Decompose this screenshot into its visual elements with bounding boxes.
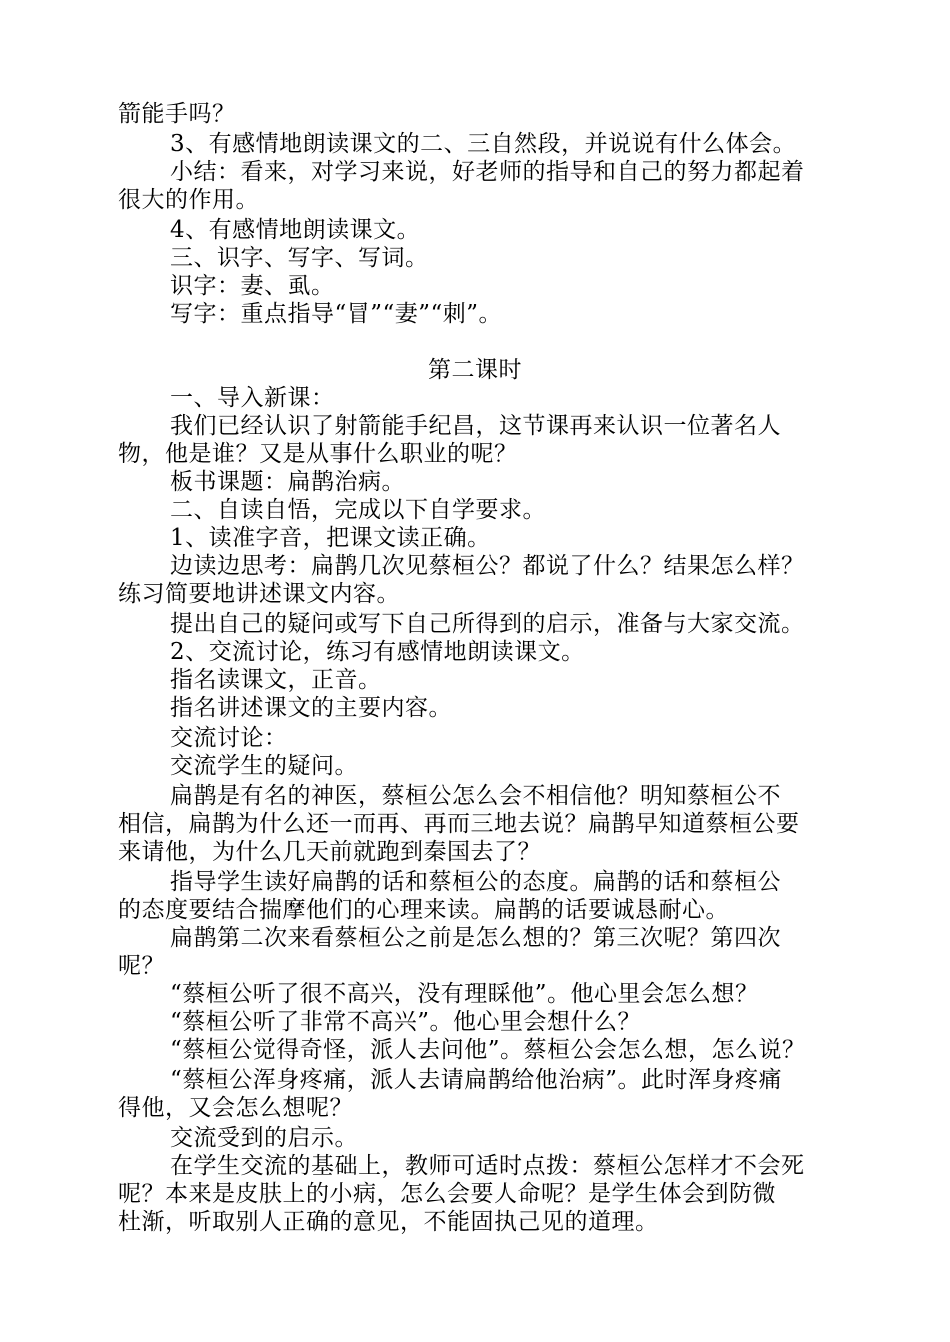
text-line: 很大的作用。	[118, 187, 259, 213]
text-line: “蔡桓公浑身疼痛，派人去请扁鹊给他治病”。此时浑身疼痛	[170, 1067, 783, 1093]
text-line: 指导学生读好扁鹊的话和蔡桓公的态度。扁鹊的话和蔡桓公	[170, 869, 781, 895]
text-line: 相信，扁鹊为什么还一而再、再而三地去说？扁鹊早知道蔡桓公要	[118, 811, 800, 837]
text-line: “蔡桓公听了很不高兴，没有理睬他”。他心里会怎么想？	[170, 981, 759, 1007]
text-line: 来请他，为什么几天前就跑到秦国去了？	[118, 839, 541, 865]
text-line: 指名讲述课文的主要内容。	[170, 695, 452, 721]
text-line: 的态度要结合揣摩他们的心理来读。扁鹊的话要诚恳耐心。	[118, 897, 729, 923]
text-line: 扁鹊第二次来看蔡桓公之前是怎么想的？第三次呢？第四次	[170, 925, 781, 951]
text-line: 板书课题：扁鹊治病。	[170, 469, 405, 495]
text-line: 边读边思考：扁鹊几次见蔡桓公？都说了什么？结果怎么样？	[170, 553, 805, 579]
text-line: 呢？本来是皮肤上的小病，怎么会要人命呢？是学生体会到防微	[118, 1181, 776, 1207]
text-line: 4、有感情地朗读课文。	[170, 217, 421, 243]
text-line: 三、识字、写字、写词。	[170, 245, 429, 271]
text-line: 识字：妻、虱。	[170, 273, 335, 299]
text-line: 指名读课文，正音。	[170, 667, 382, 693]
text-line: 一、导入新课：	[170, 385, 335, 411]
text-line: 扁鹊是有名的神医，蔡桓公怎么会不相信他？明知蔡桓公不	[170, 783, 781, 809]
text-line: 小结：看来，对学习来说，好老师的指导和自己的努力都起着	[170, 159, 805, 185]
text-line: 杜渐，听取别人正确的意见，不能固执己见的道理。	[118, 1209, 659, 1235]
text-line: 写字：重点指导“冒”“妻”“刺”。	[170, 301, 503, 327]
section-heading: 第二课时	[428, 357, 522, 383]
text-line: “蔡桓公听了非常不高兴”。他心里会想什么？	[170, 1009, 642, 1035]
text-line: 3、有感情地朗读课文的二、三自然段，并说说有什么体会。	[170, 131, 797, 157]
text-line: 箭能手吗？	[118, 101, 236, 127]
text-line: 2、交流讨论，练习有感情地朗读课文。	[170, 639, 585, 665]
text-line: 交流受到的启示。	[170, 1125, 358, 1151]
text-line: 在学生交流的基础上，教师可适时点拨：蔡桓公怎样才不会死	[170, 1153, 805, 1179]
text-line: 交流讨论：	[170, 725, 288, 751]
text-line: 我们已经认识了射箭能手纪昌，这节课再来认识一位著名人	[170, 413, 781, 439]
text-line: “蔡桓公觉得奇怪，派人去问他”。蔡桓公会怎么想，怎么说？	[170, 1037, 806, 1063]
text-line: 二、自读自悟，完成以下自学要求。	[170, 497, 546, 523]
text-line: 得他，又会怎么想呢？	[118, 1095, 353, 1121]
text-line: 交流学生的疑问。	[170, 753, 358, 779]
text-line: 1、读准字音，把课文读正确。	[170, 525, 491, 551]
text-line: 物，他是谁？又是从事什么职业的呢？	[118, 441, 518, 467]
text-line: 呢？	[118, 953, 165, 979]
text-line: 提出自己的疑问或写下自己所得到的启示，准备与大家交流。	[170, 611, 805, 637]
text-line: 练习简要地讲述课文内容。	[118, 581, 400, 607]
